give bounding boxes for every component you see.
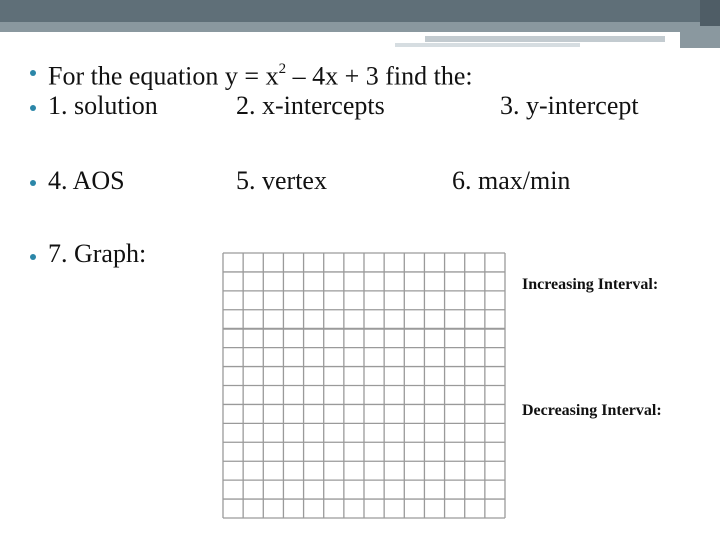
increasing-interval-label: Increasing Interval: [522, 276, 659, 293]
bullet-3 [30, 180, 36, 186]
header-bar-mid [0, 22, 720, 32]
item-x-intercepts: 2. x-intercepts [236, 91, 385, 120]
bullet-2 [30, 105, 36, 111]
equation-text: For the equation y = x [48, 61, 279, 91]
item-max-min: 6. max/min [452, 166, 571, 195]
header-corner-block [680, 26, 720, 48]
bullet-1 [30, 70, 36, 76]
item-aos: 4. AOS [48, 166, 125, 195]
header-accent-line-1 [425, 36, 665, 42]
item-graph: 7. Graph: [48, 239, 147, 268]
header-accent-line-2 [395, 43, 580, 47]
bullet-4 [30, 254, 36, 260]
coordinate-grid [222, 252, 506, 519]
item-solution: 1. solution [48, 91, 158, 120]
equation-exponent: 2 [278, 61, 287, 77]
equation-line [48, 56, 473, 92]
item-y-intercept: 3. y-intercept [500, 91, 639, 120]
equation-text-rest: – 4x + 3 find the: [286, 61, 473, 91]
item-vertex: 5. vertex [236, 166, 327, 195]
decreasing-interval-label: Decreasing Interval: [522, 402, 662, 419]
